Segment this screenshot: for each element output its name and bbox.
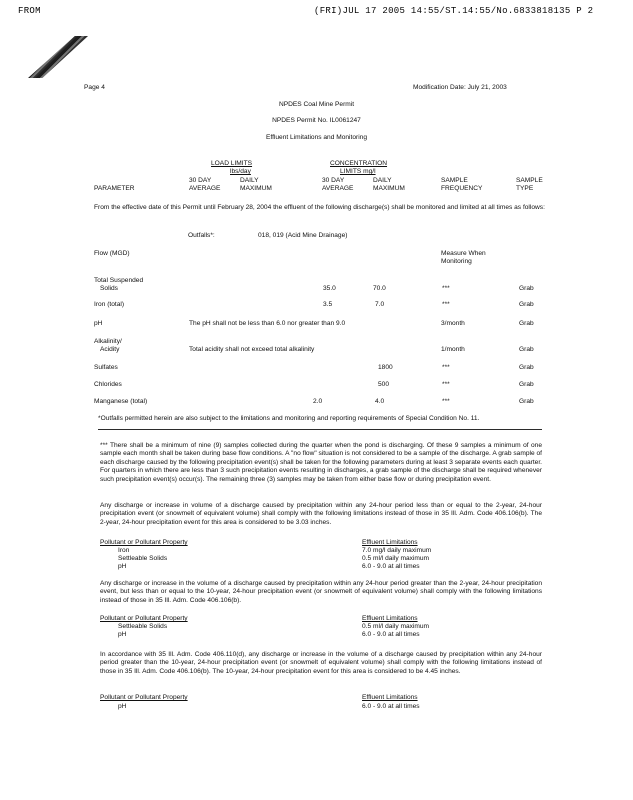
row-param: Chlorides — [94, 381, 122, 388]
row-max: 70.0 — [373, 285, 386, 292]
concentration-units: LIMITS mg/l — [340, 168, 376, 175]
row-param-2: Solids — [100, 285, 118, 292]
row-max: 4.0 — [375, 398, 385, 405]
row-frequency: *** — [442, 364, 450, 371]
divider — [98, 429, 542, 430]
conc-max-2: MAXIMUM — [373, 185, 405, 192]
block3-right-heading: Effluent Limitations — [362, 694, 418, 701]
row-param: Alkalinity/ — [94, 338, 122, 345]
block1-item-name: pH — [118, 563, 127, 570]
row-type: Grab — [519, 320, 534, 327]
row-param: Sulfates — [94, 364, 118, 371]
two-year-paragraph: Any discharge or increase in volume of a discharge caused by precipitation within any 24-hour period less than or equal to the 2-year, 24-hour precipitation event (or snowmelt of equivalent volume) shall comply with the following limitations instead of those in 35 Ill. Adm. Code 406.106(b). The 2-year, 24-hour precipitation event for this area is considered to be 3.03 inches. — [100, 502, 542, 526]
row-type: Grab — [519, 346, 534, 353]
conc-max-1: DAILY — [373, 177, 392, 184]
frequency-heading-2: FREQUENCY — [441, 185, 483, 192]
title-effluent: Effluent Limitations and Monitoring — [265, 134, 368, 141]
row-frequency: *** — [442, 381, 450, 388]
type-heading-2: TYPE — [516, 185, 534, 192]
ten-year-paragraph: Any discharge or increase in the volume of a discharge caused by precipitation within any 24-hour period greater than the 2-year, 24-hour precipitation event, but less than or equal to the 10-year, 24-hour precipitation event (or snowmelt of equivalent volume) shall comply with the following limitations instead of those in 35 Ill. Adm. Code 406.106(b). — [100, 580, 542, 604]
row-param-2: Acidity — [100, 346, 120, 353]
over-ten-year-paragraph: In accordance with 35 Ill. Adm. Code 406.110(d), any discharge or increase in the volume of a discharge caused by precipitation within any 24-hour period greater than the 10-year, 24-hour precipitation event (or snowmelt of equivalent volume) shall comply with the following limitations instead of those in 35 Ill. Adm. Code 406.106(b). The 10-year, 24-hour precipitation event for this area is considered to be 4.45 inches. — [100, 651, 542, 675]
block1-item-name: Iron — [118, 547, 130, 554]
block2-item-name: pH — [118, 631, 127, 638]
row-frequency-2: Monitoring — [441, 258, 472, 265]
row-type: Grab — [519, 398, 534, 405]
block2-item-limit: 6.0 - 9.0 at all times — [362, 631, 420, 638]
load-units: lbs/day — [230, 168, 251, 175]
outfalls-footnote: *Outfalls permitted herein are also subject to the limitations and monitoring and reporting requirements of Special Condition No. 11. — [98, 415, 480, 422]
title-permit-number: NPDES Permit No. IL0061247 — [272, 117, 361, 124]
conc-avg-2: AVERAGE — [322, 185, 354, 192]
row-frequency: 1/month — [441, 346, 465, 353]
intro-paragraph: From the effective date of this Permit until February 28, 2004 the effluent of the following discharge(s) shall be monitored and limited at all times as follows: — [94, 204, 545, 211]
concentration-heading: CONCENTRATION — [330, 160, 388, 167]
row-param: pH — [94, 320, 103, 327]
block2-left-heading: Pollutant or Pollutant Property — [100, 615, 188, 622]
block2-right-heading: Effluent Limitations — [362, 615, 418, 622]
block1-item-limit: 6.0 - 9.0 at all times — [362, 563, 420, 570]
row-avg: 35.0 — [323, 285, 336, 292]
modification-date: Modification Date: July 21, 2003 — [413, 84, 507, 91]
row-type: Grab — [519, 381, 534, 388]
parameter-heading: PARAMETER — [94, 185, 135, 192]
fax-from: FROM — [18, 6, 41, 16]
row-param: Manganese (total) — [94, 398, 148, 405]
title-permit-type: NPDES Coal Mine Permit — [278, 101, 355, 108]
row-note: The pH shall not be less than 6.0 nor greater than 9.0 — [189, 320, 346, 327]
row-param: Flow (MGD) — [94, 250, 130, 257]
conc-avg-1: 30 DAY — [322, 177, 345, 184]
row-frequency: *** — [442, 285, 450, 292]
outfalls-value: 018, 019 (Acid Mine Drainage) — [258, 232, 348, 239]
row-type: Grab — [519, 364, 534, 371]
fax-header-line: (FRI)JUL 17 2005 14:55/ST.14:55/No.6833818135 P 2 — [314, 6, 594, 16]
load-max-2: MAXIMUM — [240, 185, 272, 192]
type-heading-1: SAMPLE — [516, 177, 543, 184]
row-avg: 3.5 — [323, 301, 333, 308]
outfalls-label: Outfalls*: — [188, 232, 215, 239]
row-max: 7.0 — [375, 301, 385, 308]
row-type: Grab — [519, 301, 534, 308]
row-param: Iron (total) — [94, 301, 125, 308]
block3-left-heading: Pollutant or Pollutant Property — [100, 694, 188, 701]
block2-item-limit: 0.5 ml/l daily maximum — [362, 623, 430, 630]
row-type: Grab — [519, 285, 534, 292]
row-max: 1800 — [378, 364, 393, 371]
block1-item-limit: 7.0 mg/l daily maximum — [362, 547, 432, 554]
block1-left-heading: Pollutant or Pollutant Property — [100, 539, 188, 546]
block2-item-name: Settleable Solids — [118, 623, 168, 630]
load-avg-2: AVERAGE — [189, 185, 221, 192]
block3-item-limit: 6.0 - 9.0 at all times — [362, 703, 420, 710]
frequency-heading-1: SAMPLE — [441, 177, 468, 184]
row-frequency: Measure When — [441, 250, 486, 257]
row-frequency: *** — [442, 398, 450, 405]
load-max-1: DAILY — [240, 177, 259, 184]
load-avg-1: 30 DAY — [189, 177, 212, 184]
row-note: Total acidity shall not exceed total alkalinity — [189, 346, 315, 353]
scan-corner-mark — [28, 36, 88, 78]
block1-right-heading: Effluent Limitations — [362, 539, 418, 546]
row-avg: 2.0 — [313, 398, 323, 405]
row-frequency: *** — [442, 301, 450, 308]
load-limits-heading: LOAD LIMITS — [211, 160, 253, 167]
page-number: Page 4 — [84, 84, 105, 91]
row-frequency: 3/month — [441, 320, 465, 327]
block1-item-name: Settleable Solids — [118, 555, 168, 562]
block1-item-limit: 0.5 ml/l daily maximum — [362, 555, 430, 562]
sampling-paragraph: *** There shall be a minimum of nine (9) samples collected during the quarter when the pond is discharging. Of these 9 samples a minimum of one sample each month shall be taken during base flow conditions. A "no flow" situation is not considered to be a sample of the discharge. A grab sample of each discharge caused by the following precipitation event(s) shall be taken for the following parameters during at least 3 separate events each quarter. For quarters in which there are less than 3 such precipitation events resulting in discharges, a grab sample of the discharge shall be required whenever such precipitation event(s) occur(s). The remaining three (3) samples may be taken from either base flow or during precipitation event. — [100, 442, 542, 483]
row-param: Total Suspended — [94, 277, 144, 284]
row-max: 500 — [378, 381, 390, 388]
block3-item-name: pH — [118, 703, 127, 710]
